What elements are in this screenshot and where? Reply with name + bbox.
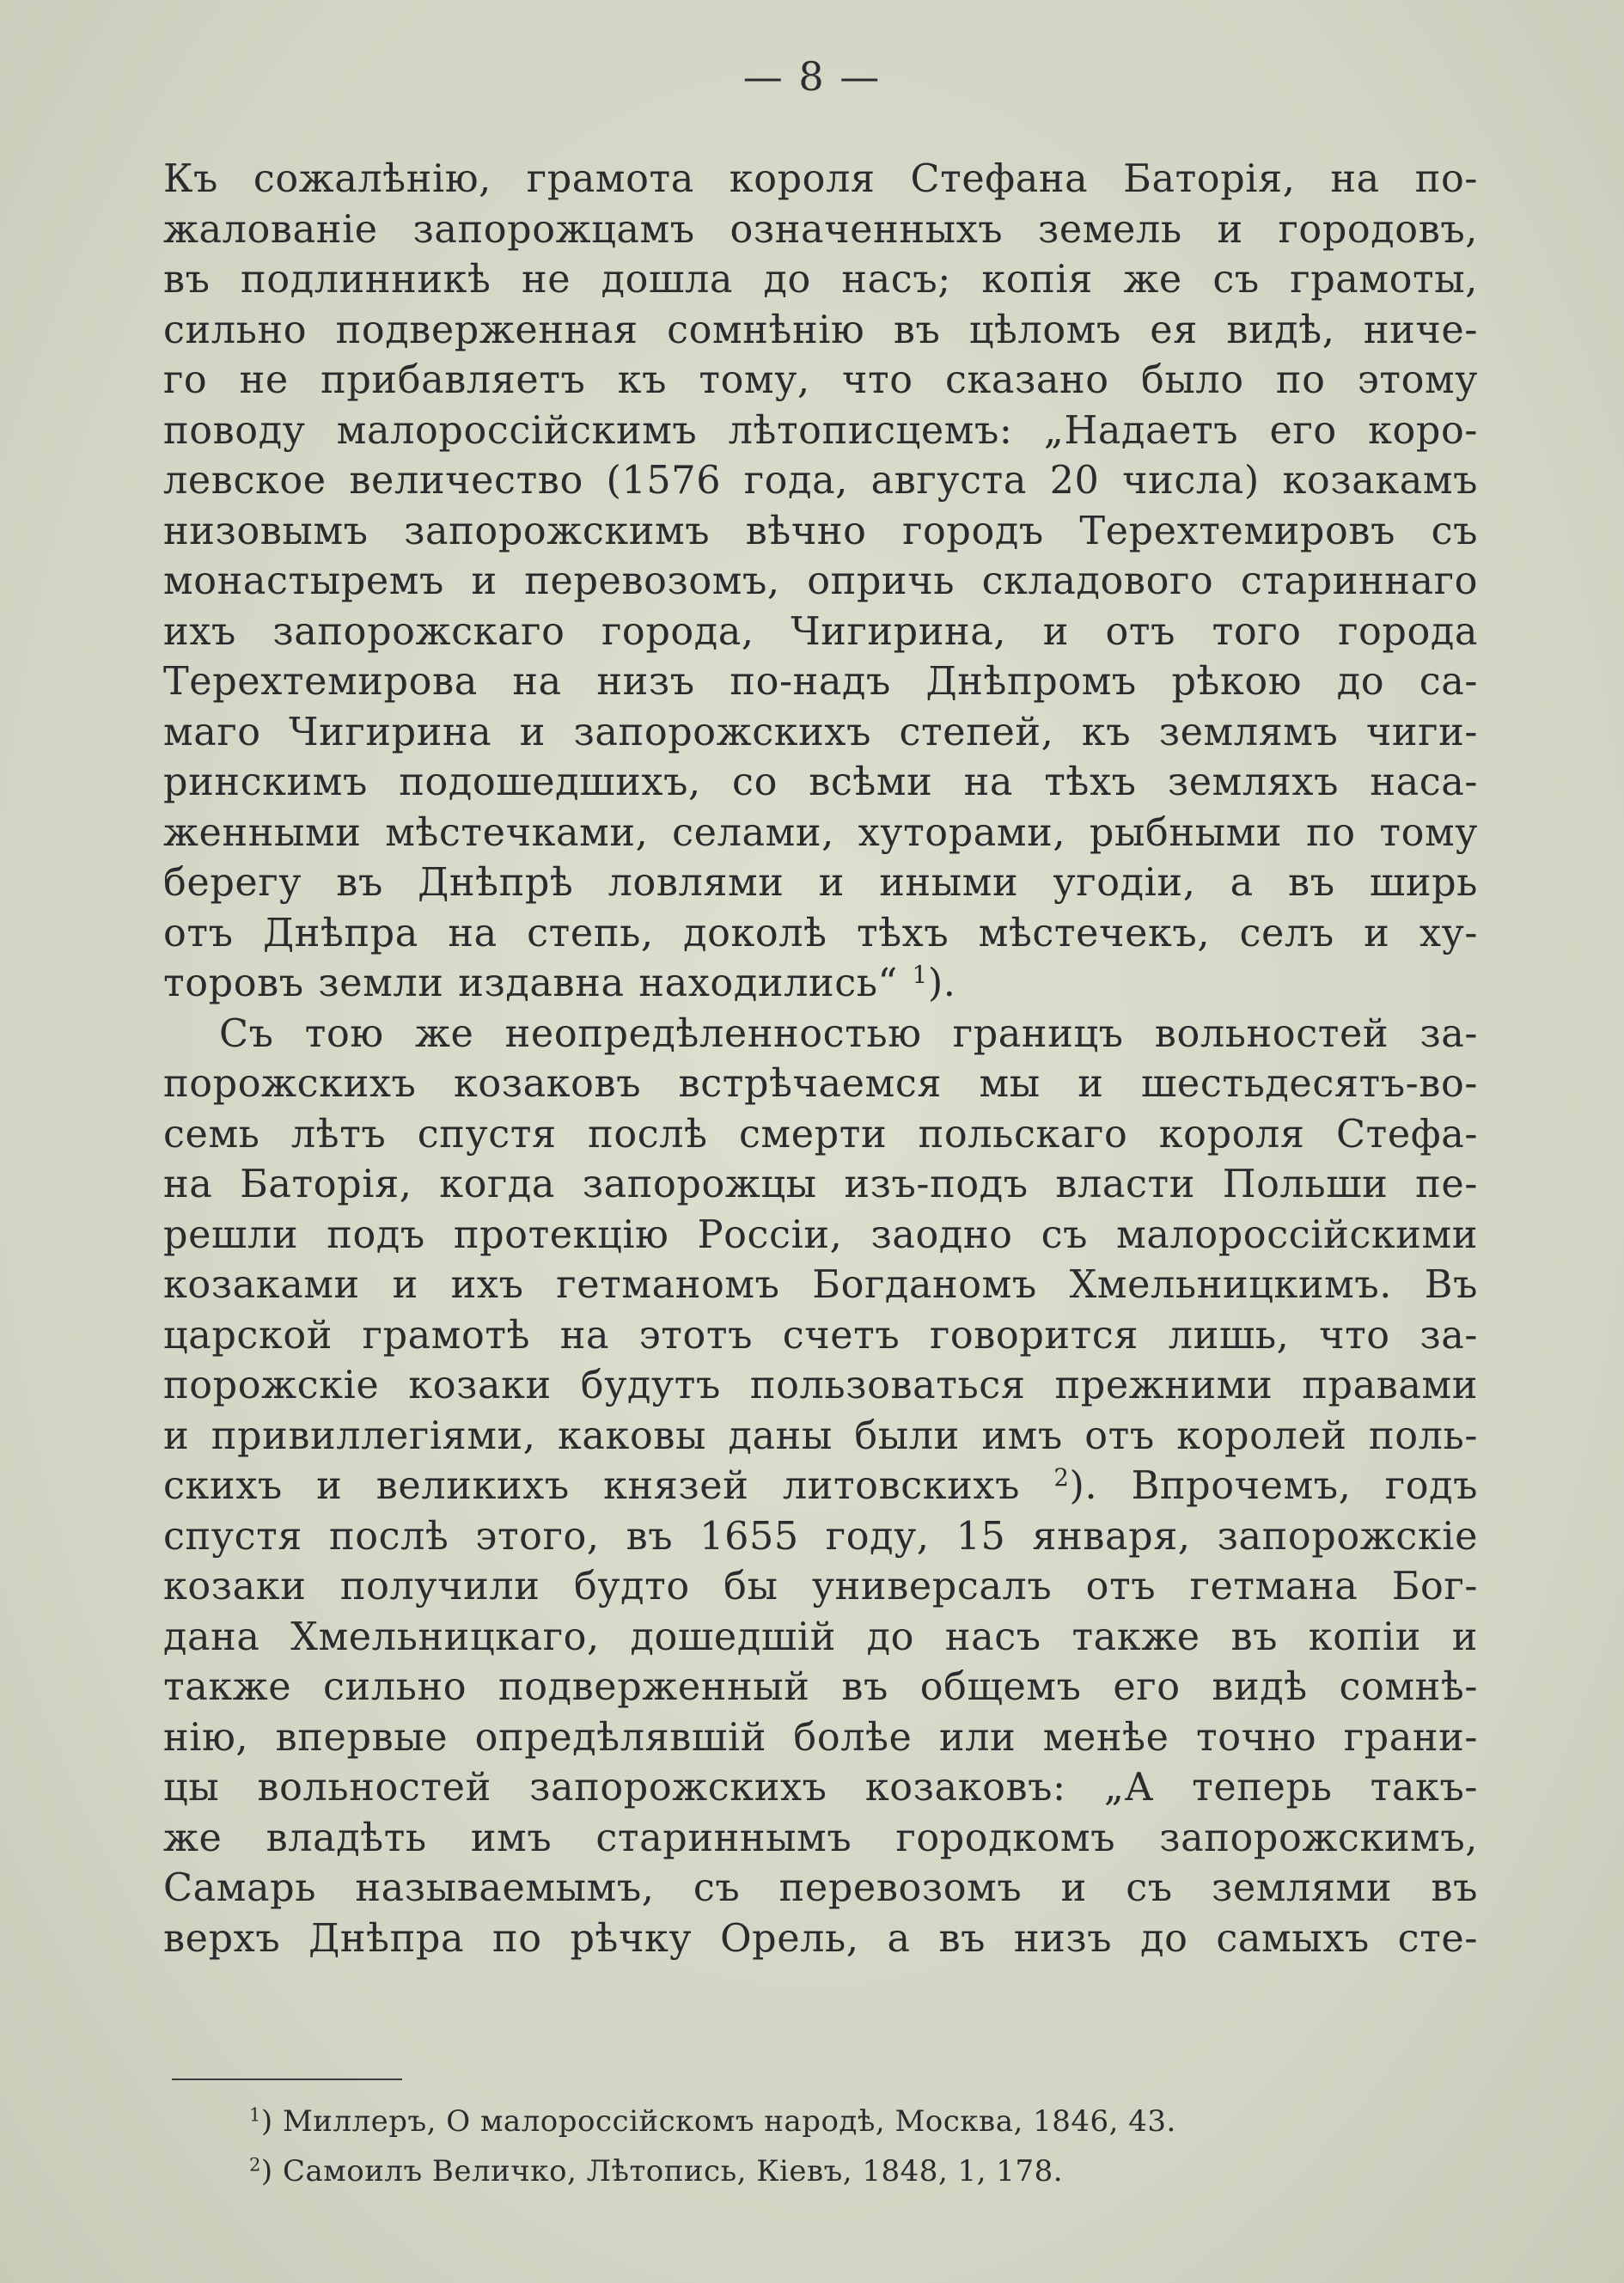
text-line: же владѣть имъ стариннымъ городкомъ запорожскимъ, (163, 1816, 1478, 1860)
footnote-separator (172, 2079, 402, 2080)
text-line: царской грамотѣ на этотъ счетъ говорится лишь, что за- (163, 1313, 1478, 1358)
text-line: спустя послѣ этого, въ 1655 году, 15 января, запорожскіе (163, 1514, 1478, 1559)
footnote-reference: 2 (1053, 1462, 1070, 1492)
text-line: сильно подверженная сомнѣнію въ цѣломъ ея видѣ, ниче- (163, 308, 1478, 352)
text-line: решли подъ протекцію Россіи, заодно съ малороссійскими (163, 1212, 1478, 1257)
body-text (163, 155, 1478, 1964)
text-line: козаки получили будто бы универсалъ отъ гетмана Бог- (163, 1565, 1478, 1608)
text-line: низовымъ запорожскимъ вѣчно городъ Терехтемировъ съ (163, 509, 1478, 553)
text-line-indented: Съ тою же неопредѣленностью границъ вольностей за- (219, 1011, 1478, 1056)
text-line: порожскіе козаки будутъ пользоваться прежними правами (163, 1364, 1478, 1407)
footnote-1 (249, 2097, 1280, 2146)
text-line: въ подлинникѣ не дошла до насъ; копія же съ грамоты, (163, 258, 1478, 302)
text-line: верхъ Днѣпра по рѣчку Орель, а въ низъ до самыхъ сте- (163, 1916, 1478, 1961)
text-line-last (163, 959, 1478, 1010)
text-line: цы вольностей запорожскихъ козаковъ: „А теперь такъ- (163, 1766, 1478, 1810)
page-number: — 8 — (742, 53, 882, 100)
text-line: левское величество (1576 года, августа 20 числа) козакамъ (163, 459, 1478, 503)
text-line: монастыремъ и перевозомъ, опричь складового стариннаго (163, 559, 1478, 603)
text-line: го не прибавляетъ къ тому, что сказано было по этому (163, 358, 1478, 402)
text-line: маго Чигирина и запорожскихъ степей, къ землямъ чиги- (163, 710, 1478, 754)
footnote-text: ) Самоилъ Величко, Лѣтопись, Кіевъ, 1848, 1, 178. (260, 2154, 1064, 2188)
footnote-reference: 1 (912, 960, 928, 989)
text-line: поводу малороссійскимъ лѣтописцемъ: „Надаетъ его коро- (163, 408, 1478, 453)
paragraph-1 (163, 155, 1478, 1010)
text-line: отъ Днѣпра на степь, доколѣ тѣхъ мѣстечекъ, селъ и ху- (163, 911, 1478, 955)
text-line: семь лѣтъ спустя послѣ смерти польскаго короля Стефа- (163, 1112, 1478, 1157)
footnote-mark: 2 (249, 2153, 261, 2176)
footnote-2 (249, 2146, 1280, 2196)
footnote-mark: 1 (249, 2103, 261, 2126)
footnotes (249, 2097, 1280, 2196)
text-line: ринскимъ подошедшихъ, со всѣми на тѣхъ земляхъ наса- (163, 760, 1478, 804)
text-line-with-footnote (163, 1462, 1478, 1512)
text-line: женными мѣстечками, селами, хуторами, рыбными по тому (163, 810, 1478, 855)
text-line: Къ сожалѣнію, грамота короля Стефана Баторія, на по- (163, 157, 1478, 201)
text-line: дана Хмельницкаго, дошедшій до насъ также въ копіи и (163, 1615, 1478, 1659)
text-line: жалованіе запорожцамъ означенныхъ земель и городовъ, (163, 207, 1478, 252)
text-line: на Баторія, когда запорожцы изъ-подъ власти Польши пе- (163, 1163, 1478, 1206)
text-line: Терехтемирова на низъ по-надъ Днѣпромъ рѣкою до са- (163, 660, 1478, 704)
text-line: ихъ запорожскаго города, Чигирина, и отъ того города (163, 609, 1478, 654)
paragraph-2 (163, 1010, 1478, 1965)
text-fragment: скихъ и великихъ князей литовскихъ (163, 1464, 1021, 1508)
text-line: и привиллегіями, каковы даны были имъ отъ королей поль- (163, 1413, 1478, 1458)
text-line: нію, впервые опредѣлявшій болѣе или менѣе точно грани- (163, 1715, 1478, 1760)
text-line: козаками и ихъ гетманомъ Богданомъ Хмельницкимъ. Въ (163, 1263, 1478, 1307)
text-fragment: торовъ земли издавна находились“ (163, 961, 898, 1005)
text-fragment: ). Впрочемъ, годъ (1069, 1464, 1478, 1508)
text-line: Самарь называемымъ, съ перевозомъ и съ землями въ (163, 1866, 1478, 1910)
footnote-text: ) Миллеръ, О малороссійскомъ народѣ, Москва, 1846, 43. (260, 2104, 1176, 2139)
text-line: берегу въ Днѣпрѣ ловлями и иными угодіи, а въ ширь (163, 861, 1478, 905)
text-line: также сильно подверженный въ общемъ его видѣ сомнѣ- (163, 1665, 1478, 1709)
text-line: порожскихъ козаковъ встрѣчаемся мы и шестьдесятъ-во- (163, 1062, 1478, 1106)
text-fragment: ). (927, 961, 956, 1005)
